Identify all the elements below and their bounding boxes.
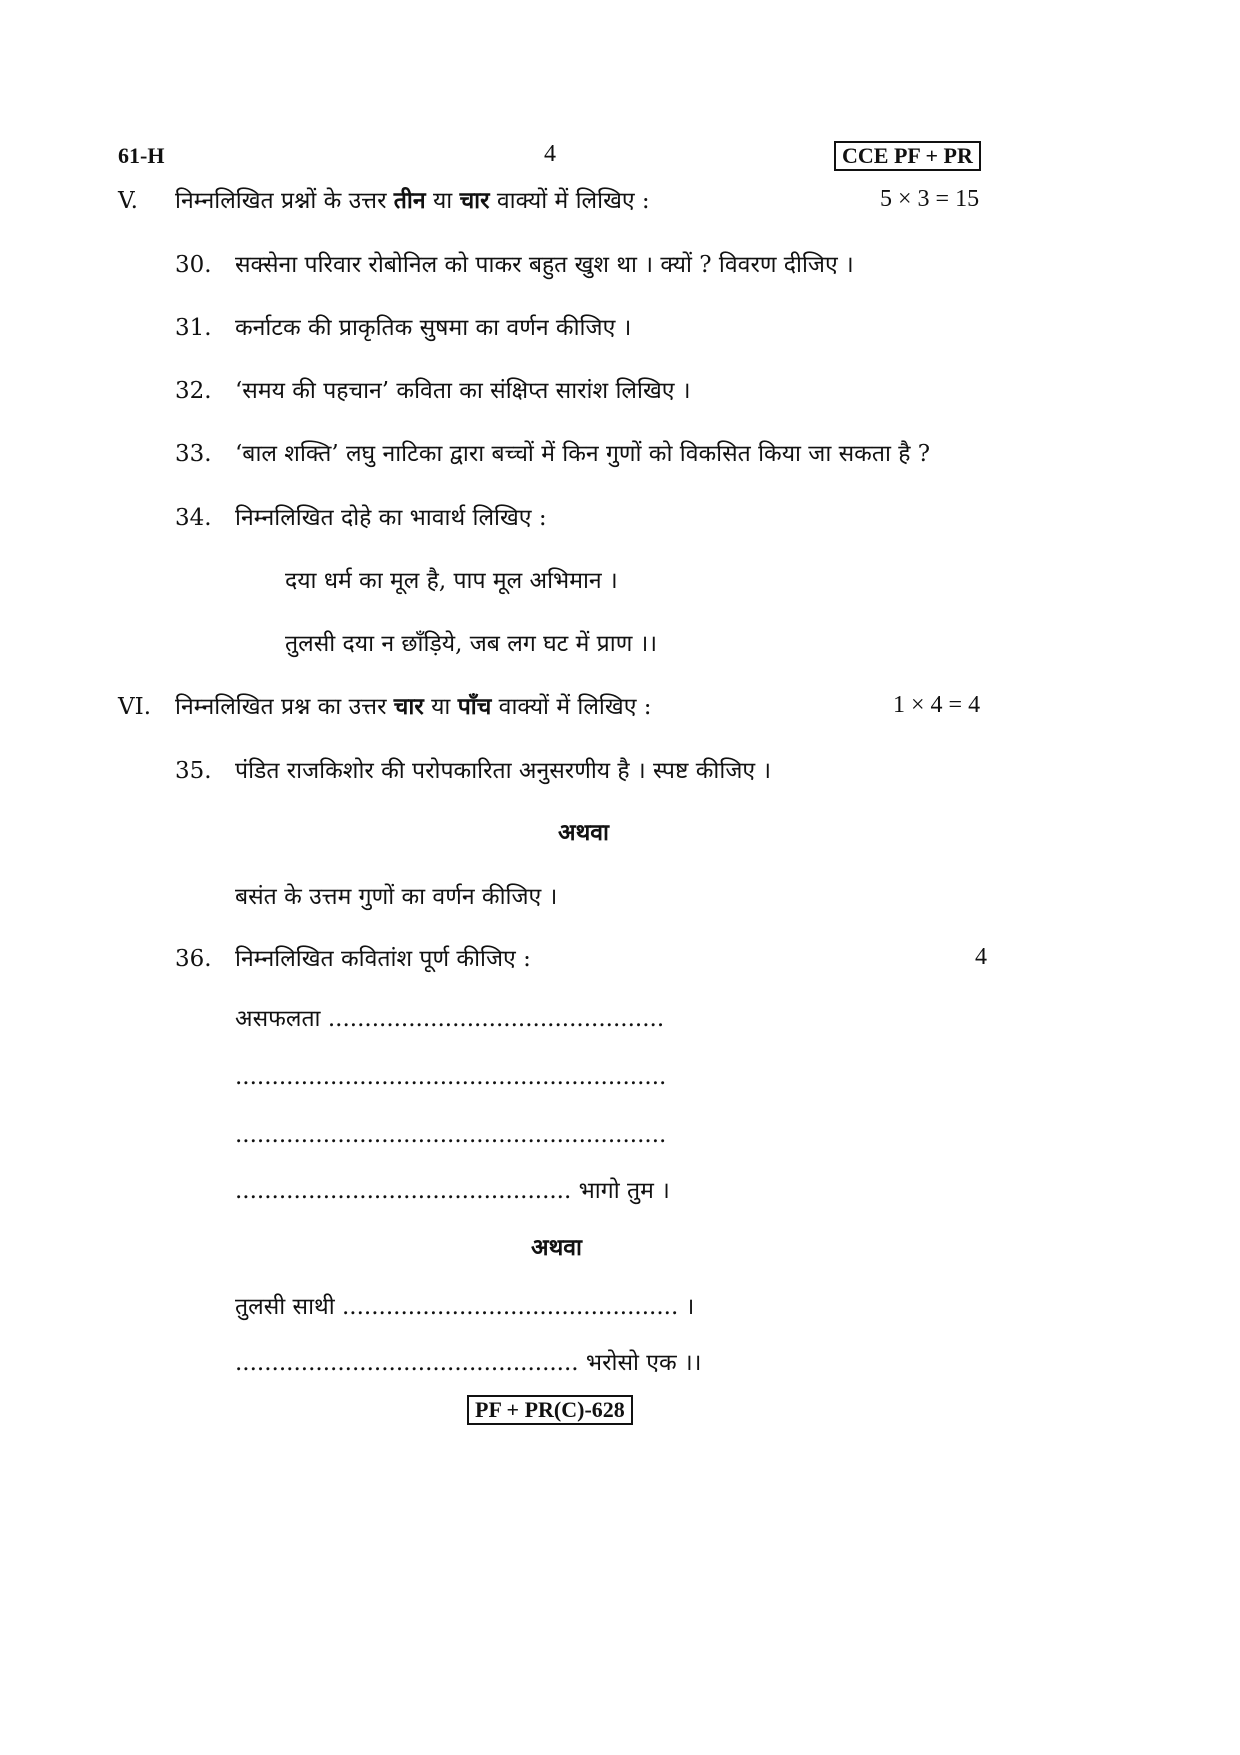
- or-label: अथवा: [558, 819, 610, 846]
- poem-fill-line: ............................................... भरोसो एक ।।: [235, 1350, 702, 1376]
- or-label: अथवा: [531, 1234, 583, 1261]
- page-number: 4: [544, 141, 556, 167]
- series-code-box: CCE PF + PR: [834, 141, 981, 171]
- question-text: सक्सेना परिवार रोबोनिल को पाकर बहुत खुश था । क्यों ? विवरण दीजिए ।: [235, 252, 854, 278]
- instr-bold: पाँच: [457, 693, 492, 720]
- instr-bold: चार: [393, 693, 424, 720]
- question-number: 35.: [175, 758, 212, 784]
- poem-fill-line: .............................................. भागो तुम ।: [235, 1178, 670, 1204]
- question-text: निम्नलिखित कवितांश पूर्ण कीजिए :: [235, 946, 531, 972]
- instr-text: वाक्यों में लिखिए :: [489, 188, 650, 214]
- question-number: 33.: [175, 441, 212, 467]
- instr-bold: चार: [459, 187, 490, 214]
- question-text: ‘समय की पहचान’ कविता का संक्षिप्त सारांश लिखिए ।: [235, 378, 691, 404]
- instr-text: निम्नलिखित प्रश्न का उत्तर: [175, 694, 394, 720]
- question-text: निम्नलिखित दोहे का भावार्थ लिखिए :: [235, 505, 547, 531]
- question-number: 34.: [175, 505, 212, 531]
- section-v-marks: 5 × 3 = 15: [880, 186, 980, 212]
- doha-line: तुलसी दया न छाँड़िये, जब लग घट में प्राण ।।: [285, 631, 658, 657]
- section-v-instruction: [175, 186, 650, 216]
- alternate-question-text: बसंत के उत्तम गुणों का वर्णन कीजिए ।: [235, 884, 558, 910]
- section-v-numeral: V.: [118, 188, 138, 214]
- poem-fill-line: ...........................................................: [235, 1122, 667, 1148]
- section-vi-marks: 1 × 4 = 4: [893, 692, 981, 718]
- paper-code: 61-H: [118, 143, 165, 168]
- instr-text: या: [425, 188, 460, 214]
- footer-code-box: PF + PR(C)-628: [467, 1395, 633, 1425]
- doha-line: दया धर्म का मूल है, पाप मूल अभिमान ।: [285, 568, 618, 594]
- poem-fill-line: तुलसी साथी .............................................. ।: [235, 1294, 695, 1320]
- question-text: पंडित राजकिशोर की परोपकारिता अनुसरणीय है । स्पष्ट कीजिए ।: [235, 758, 772, 784]
- question-number: 36.: [175, 946, 212, 972]
- instr-text: निम्नलिखित प्रश्नों के उत्तर: [175, 188, 394, 214]
- question-text: कर्नाटक की प्राकृतिक सुषमा का वर्णन कीजिए ।: [235, 315, 632, 341]
- question-text: ‘बाल शक्ति’ लघु नाटिका द्वारा बच्चों में किन गुणों को विकसित किया जा सकता है ?: [235, 441, 931, 467]
- instr-bold: तीन: [393, 187, 426, 214]
- instr-text: या: [423, 694, 458, 720]
- section-vi-numeral: VI.: [118, 694, 152, 720]
- section-vi-instruction: [175, 692, 651, 722]
- poem-fill-line: ...........................................................: [235, 1064, 667, 1090]
- instr-text: वाक्यों में लिखिए :: [491, 694, 652, 720]
- poem-fill-line: असफलता ..............................................: [235, 1006, 665, 1032]
- question-number: 31.: [175, 315, 212, 341]
- question-number: 30.: [175, 252, 212, 278]
- question-marks: 4: [975, 944, 987, 970]
- question-number: 32.: [175, 378, 212, 404]
